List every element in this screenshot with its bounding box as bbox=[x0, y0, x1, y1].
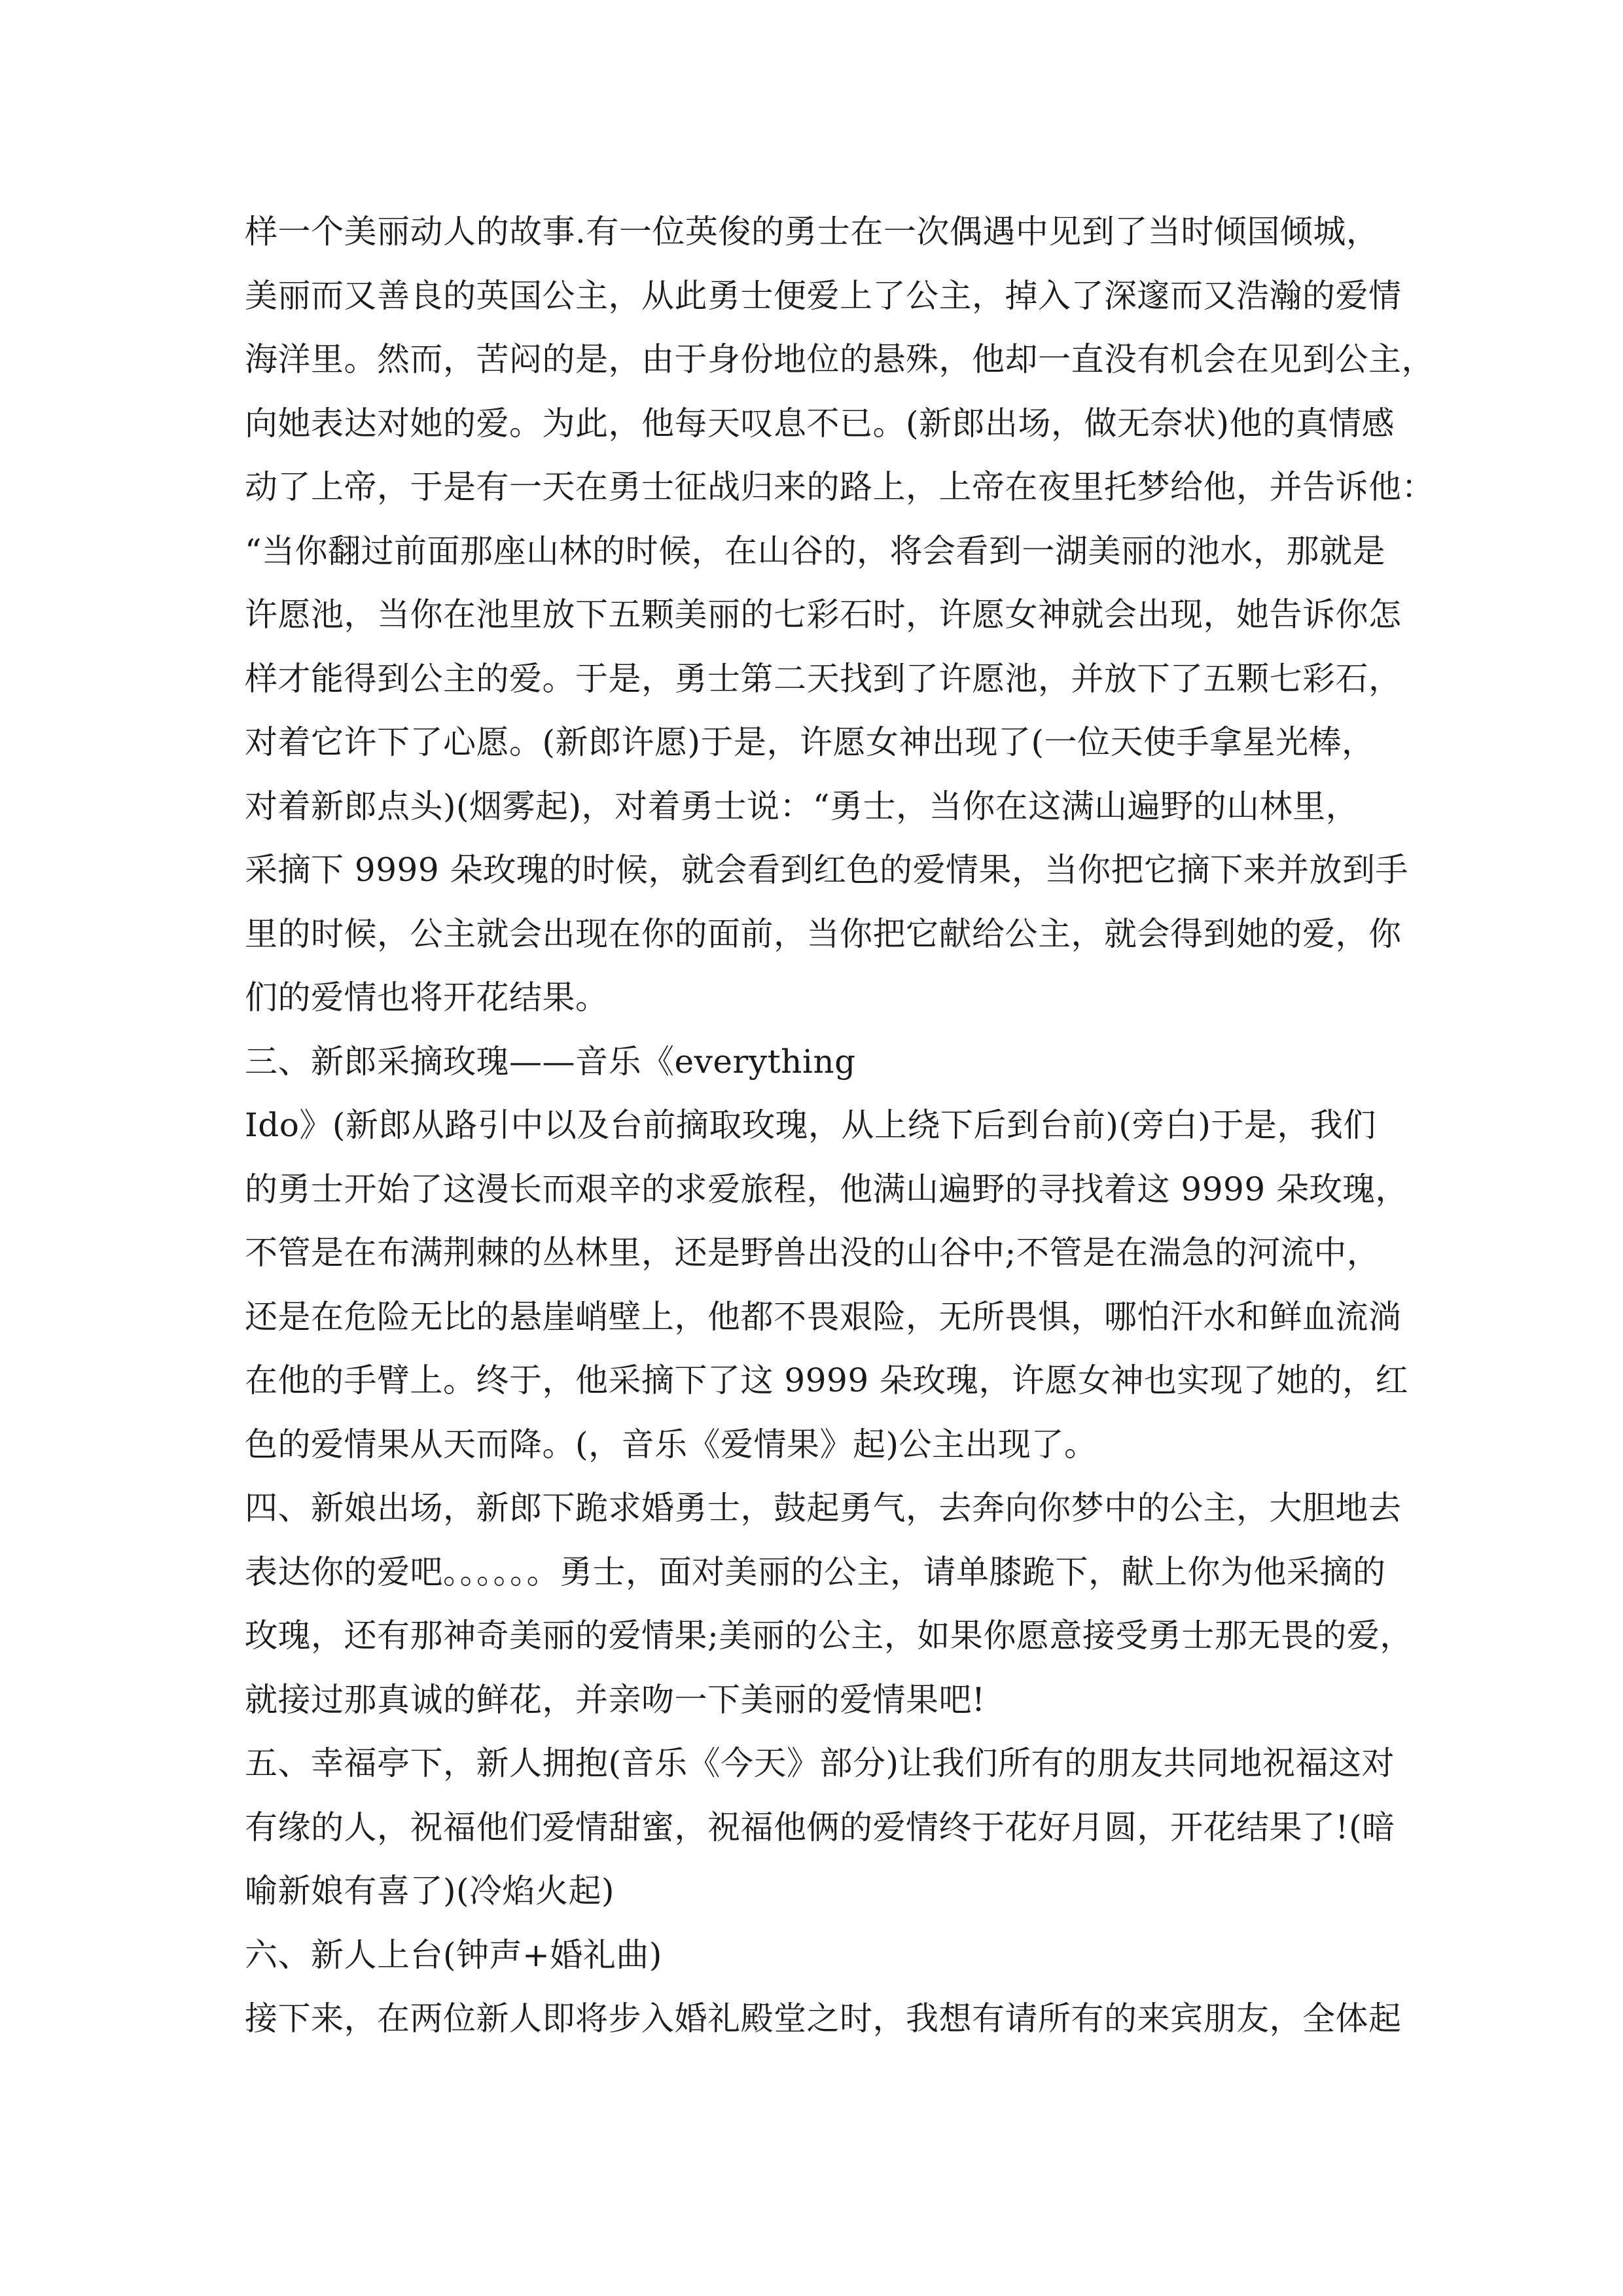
text-line: 对着新郎点头)(烟雾起)，对着勇士说：“勇士，当你在这满山遍野的山林里， bbox=[245, 787, 1359, 825]
text-line: 对着它许下了心愿。(新郎许愿)于是，许愿女神出现了(一位天使手拿星光棒， bbox=[245, 723, 1375, 761]
text-line: 的勇士开始了这漫长而艰辛的求爱旅程，他满山遍野的寻找着这 9999 朵玫瑰， bbox=[245, 1170, 1409, 1208]
section-heading: 六、新人上台(钟声+婚礼曲) bbox=[245, 1935, 662, 1974]
text-line: 海洋里。然而，苦闷的是，由于身份地位的悬殊，他却一直没有机会在见到公主， bbox=[245, 340, 1435, 378]
text-line: 表达你的爱吧。。。。。。勇士，面对美丽的公主，请单膝跪下，献上你为他采摘的 bbox=[245, 1552, 1386, 1591]
text-line: 不管是在布满荆棘的丛林里，还是野兽出没的山谷中;不管是在湍急的河流中， bbox=[245, 1234, 1380, 1272]
text-line: 里的时候，公主就会出现在你的面前，当你把它献给公主，就会得到她的爱，你 bbox=[245, 914, 1402, 953]
text-line: 接下来，在两位新人即将步入婚礼殿堂之时，我想有请所有的来宾朋友，全体起 bbox=[245, 2000, 1402, 2037]
text-line: 样一个美丽动人的故事.有一位英俊的勇士在一次偶遇中见到了当时倾国倾城， bbox=[245, 213, 1380, 251]
section-heading: 四、新娘出场，新郎下跪求婚勇士，鼓起勇气，去奔向你梦中的公主，大胆地去 bbox=[245, 1489, 1402, 1527]
text-line: 还是在危险无比的悬崖峭壁上，他都不畏艰险，无所畏惧，哪怕汗水和鲜血流淌 bbox=[245, 1297, 1402, 1336]
text-line: 们的爱情也将开花结果。 bbox=[245, 978, 609, 1016]
text-line: 就接过那真诚的鲜花，并亲吻一下美丽的爱情果吧! bbox=[245, 1680, 986, 1719]
text-line: 在他的手臂上。终于，他采摘下了这 9999 朵玫瑰，许愿女神也实现了她的，红 bbox=[245, 1361, 1409, 1399]
text-line: 玫瑰，还有那神奇美丽的爱情果;美丽的公主，如果你愿意接受勇士那无畏的爱， bbox=[245, 1617, 1413, 1655]
section-heading: 五、幸福亭下，新人拥抱(音乐《今天》部分)让我们所有的朋友共同地祝福这对 bbox=[245, 1744, 1395, 1782]
text-line: 向她表达对她的爱。为此，他每天叹息不已。(新郎出场，做无奈状)他的真情感 bbox=[245, 404, 1395, 442]
text-line: 许愿池，当你在池里放下五颗美丽的七彩石时，许愿女神就会出现，她告诉你怎 bbox=[245, 596, 1402, 634]
text-line: “当你翻过前面那座山林的时候，在山谷的，将会看到一湖美丽的池水，那就是 bbox=[245, 531, 1386, 570]
text-line: 喻新娘有喜了)(冷焰火起) bbox=[245, 1872, 615, 1910]
text-line: 采摘下 9999 朵玫瑰的时候，就会看到红色的爱情果，当你把它摘下来并放到手 bbox=[245, 851, 1409, 889]
text-line: 有缘的人，祝福他们爱情甜蜜，祝福他俩的爱情终于花好月圆，开花结果了!(暗 bbox=[245, 1808, 1395, 1846]
text-line: Ido》(新郎从路引中以及台前摘取玫瑰，从上绕下后到台前)(旁白)于是，我们 bbox=[245, 1106, 1376, 1144]
text-line: 样才能得到公主的爱。于是，勇士第二天找到了许愿池，并放下了五颗七彩石， bbox=[245, 659, 1402, 698]
section-heading: 三、新郎采摘玫瑰——音乐《everything bbox=[245, 1042, 856, 1081]
text-line: 色的爱情果从天而降。(，音乐《爱情果》起)公主出现了。 bbox=[245, 1425, 1097, 1463]
text-line: 动了上帝，于是有一天在勇士征战归来的路上，上帝在夜里托梦给他，并告诉他： bbox=[245, 468, 1435, 506]
document-body bbox=[245, 200, 1435, 2051]
text-line: 美丽而又善良的英国公主，从此勇士便爱上了公主，掉入了深邃而又浩瀚的爱情 bbox=[245, 276, 1402, 315]
